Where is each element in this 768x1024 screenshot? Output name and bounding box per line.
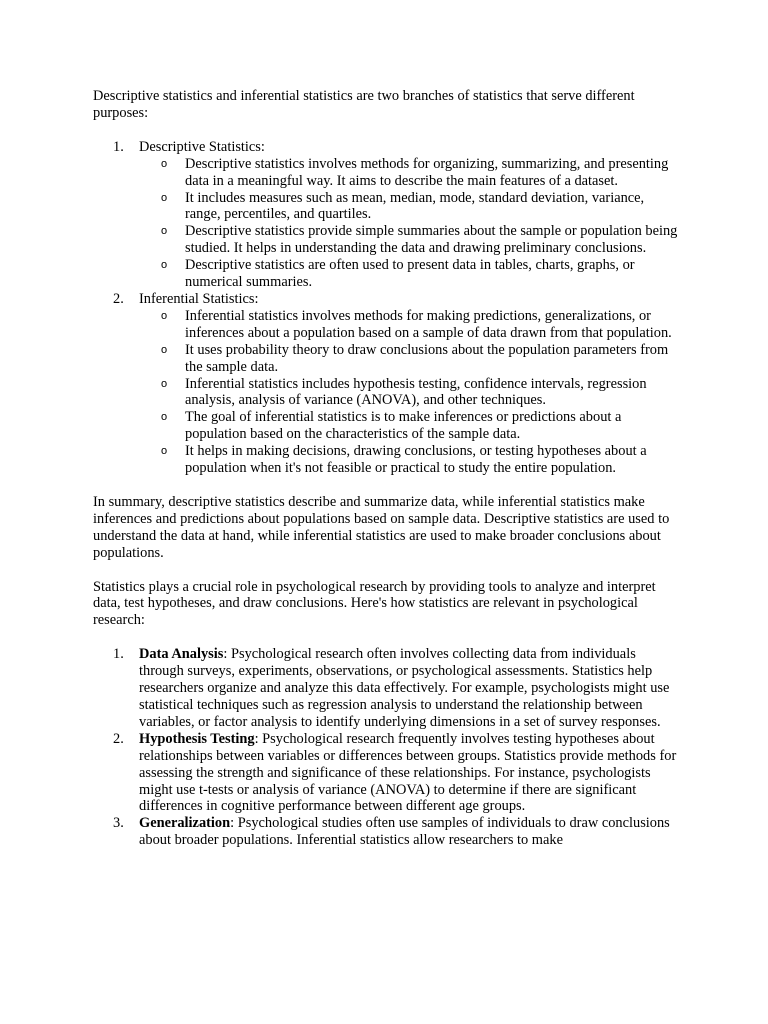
branches-list (93, 139, 683, 477)
list-item (139, 443, 683, 477)
point-text: Inferential statistics includes hypothesis testing, confidence intervals, regression analysis, analysis of variance (ANOVA), and other techniques. (185, 375, 647, 409)
branch-title: Inferential Statistics: (139, 290, 259, 307)
psych-intro-paragraph: Statistics plays a crucial role in psychological research by providing tools to analyze and interpret data, test hypotheses, and draw conclusions. Here's how statistics are relevant in psychological research: (93, 578, 656, 629)
role-term: Generalization (139, 815, 231, 832)
point-text: The goal of inferential statistics is to make inferences or predictions about a population based on the characteristics of the sample data. (185, 409, 622, 443)
list-item (139, 342, 683, 376)
point-text: It helps in making decisions, drawing conclusions, or testing hypotheses about a population when it's not feasible or practical to study the entire population. (185, 443, 647, 477)
list-item (139, 376, 683, 410)
role-item-hypothesis-testing (93, 731, 683, 816)
intro-paragraph: Descriptive statistics and inferential statistics are two branches of statistics that serve different purposes: (93, 88, 635, 121)
role-term: Data Analysis (139, 646, 224, 663)
circle-bullet-icon: o (161, 309, 168, 322)
circle-bullet-icon: o (161, 259, 168, 272)
spacer (93, 477, 683, 494)
inferential-points (139, 308, 683, 477)
role-text: : Psychological studies often use samples of individuals to draw conclusions about broader populations. Inferential statistics allow researchers to make (139, 815, 670, 849)
list-item (139, 409, 683, 443)
summary-paragraph: In summary, descriptive statistics describe and summarize data, while inferential statistics make inferences and predictions about populations based on sample data. Descriptive statistics are used to understand the data at hand, while inferential statistics are used to make broader conclusions about populations. (93, 493, 670, 561)
list-number: 1. (113, 138, 124, 155)
branch-item-descriptive (93, 139, 683, 291)
circle-bullet-icon: o (161, 191, 168, 204)
role-text: : Psychological research frequently involves testing hypotheses about relationships between variables or differences between groups. Statistics provide methods for assessing the strength and significance of these relationships. For instance, psychologists might use t-tests or analysis of variance (ANOVA) to determine if there are significant differences in cognitive performance between different age groups. (139, 730, 677, 815)
list-item (139, 156, 683, 190)
descriptive-points (139, 156, 683, 291)
role-item-generalization (93, 815, 683, 849)
roles-list (93, 646, 683, 849)
spacer (93, 562, 683, 579)
point-text: Descriptive statistics are often used to present data in tables, charts, graphs, or numerical summaries. (185, 257, 635, 291)
point-text: It uses probability theory to draw conclusions about the population parameters from the sample data. (185, 341, 669, 375)
circle-bullet-icon: o (161, 343, 168, 356)
circle-bullet-icon: o (161, 377, 168, 390)
point-text: Inferential statistics involves methods for making predictions, generalizations, or inferences about a population based on a sample of data drawn from that population. (185, 307, 672, 341)
role-text: : Psychological research often involves collecting data from individuals through surveys, experiments, observations, or psychological assessments. Statistics help researchers organize and analyze this data effectively. For example, psychologists might use statistical techniques such as regression analysis to understand the relationship between variables, or factor analysis to identify underlying dimensions in a set of survey responses. (139, 646, 670, 730)
circle-bullet-icon: o (161, 411, 168, 424)
list-number: 2. (113, 730, 124, 747)
point-text: Descriptive statistics involves methods for organizing, summarizing, and presenting data in a meaningful way. It aims to describe the main features of a dataset. (185, 155, 669, 189)
list-item (139, 257, 683, 291)
circle-bullet-icon: o (161, 445, 168, 458)
branch-title: Descriptive Statistics: (139, 138, 265, 155)
list-item (139, 308, 683, 342)
circle-bullet-icon: o (161, 157, 168, 170)
point-text: Descriptive statistics provide simple summaries about the sample or population being studied. It helps in understanding the data and drawing preliminary conclusions. (185, 223, 678, 257)
list-number: 2. (113, 290, 124, 307)
circle-bullet-icon: o (161, 225, 168, 238)
list-number: 3. (113, 815, 124, 832)
list-number: 1. (113, 646, 124, 663)
document-page (93, 88, 683, 849)
point-text: It includes measures such as mean, median, mode, standard deviation, variance, range, percentiles, and quartiles. (185, 189, 645, 223)
spacer (93, 122, 683, 139)
list-item (139, 223, 683, 257)
role-term: Hypothesis Testing (139, 730, 255, 747)
spacer (93, 629, 683, 646)
list-item (139, 190, 683, 224)
branch-item-inferential (93, 291, 683, 477)
role-item-data-analysis (93, 646, 683, 731)
